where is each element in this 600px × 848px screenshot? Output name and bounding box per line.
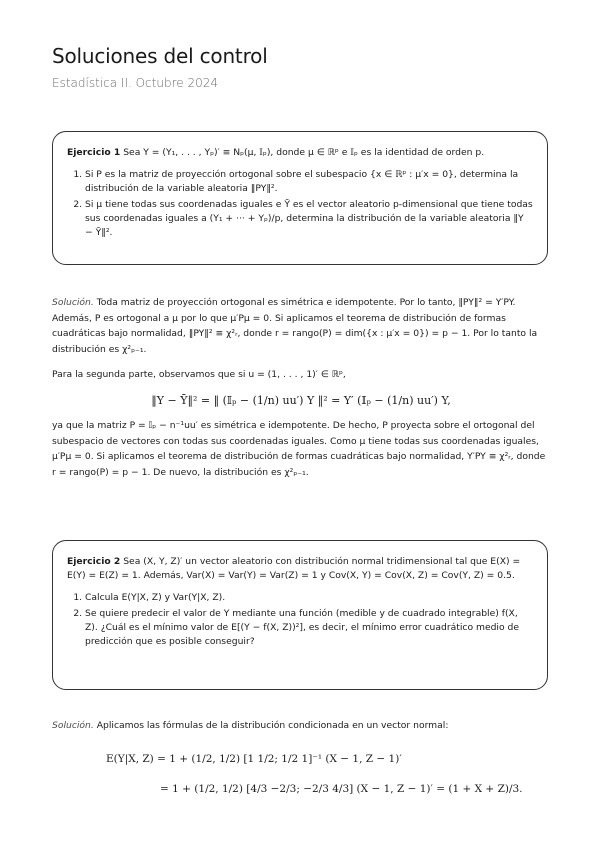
exercise-2-item: 2. Se quiere predecir el valor de Y mediante una función (medible y de cuadrado integrable) f(X, Z). ¿Cuál es el mínimo valor de E[(Y − f(X, Z))²], es decir, el mínimo error cuadrático medio de predicción que es posible conseguir? [85,607,533,649]
exercise-2-item: 1. Calcula E(Y|X, Z) y Var(Y|X, Z). [85,591,533,605]
exercise-2-items [67,591,533,649]
exercise-1-items [67,168,533,240]
exercise-1-label: Ejercicio 1 [67,147,121,158]
solution-1-paragraph-3: ya que la matriz P = 𝕀ₚ − n⁻¹uu′ es simétrica e idempotente. De hecho, P proyecta sobre el ortogonal del subespacio de vectores con todas sus coordenadas iguales. Como μ tiene todas sus coordenadas iguales, μ′Pμ = 0. Si aplicamos el teorema de distribución de formas cuadráticas bajo normalidad, Y′PY ≡ χ²ᵣ, donde r = rango(P) = p − 1. De nuevo, la distribución es χ²ₚ₋₁. [52,420,546,478]
exercise-1-item: 1. Si P es la matriz de proyección ortogonal sobre el subespacio {x ∈ ℝᵖ : μ′x = 0}, determina la distribución de la variable aleatoria ‖PY‖². [85,168,533,196]
solution-2-equation-2: = 1 + (1/2, 1/2) [4/3 −2/3; −2/3 4/3] (X − 1, Z − 1)′ = (1 + X + Z)/3. [160,782,523,795]
exercise-2-statement: Sea (X, Y, Z)′ un vector aleatorio con distribución normal tridimensional tal que E(X) = E(Y) = E(Z) = 1. Además, Var(X) = Var(Y) = Var(Z) = 1 y Cov(X, Y) = Cov(X, Z) = Cov(Y, Z) = 0.5. [67,556,521,581]
exercise-1-box [52,131,548,265]
solution-1 [52,295,550,490]
solution-2 [52,718,550,804]
page-subtitle: Estadística II. Octubre 2024 [52,76,218,90]
solution-1-equation: ‖Y − Ȳ‖² = ‖ (𝕀ₚ − (1/n) uu′) Y ‖² = Y′ (𝕀ₚ − (1/n) uu′) Y, [151,393,451,407]
solution-2-equation-1: E(Y|X, Z) = 1 + (1/2, 1/2) [1 1/2; 1/2 1]⁻¹ (X − 1, Z − 1)′ [106,752,402,765]
solution-2-paragraph-1: Aplicamos las fórmulas de la distribución condicionada en un vector normal: [96,720,449,731]
page-title: Soluciones del control [52,44,268,68]
solution-1-label: Solución. [52,297,94,308]
exercise-1-item: 2. Si μ tiene todas sus coordenadas iguales e Ȳ es el vector aleatorio p-dimensional que tiene todas sus coordenadas iguales a (Y₁ + ··· + Yₚ)/p, determina la distribución de la variable aleatoria ‖Y − Ȳ‖². [85,198,533,240]
solution-1-paragraph-2: Para la segunda parte, observamos que si u = (1, . . . , 1)′ ∈ ℝᵖ, [52,369,346,380]
solution-2-label: Solución. [52,720,94,731]
exercise-1-statement: Sea Y = (Y₁, . . . , Yₚ)′ ≡ Nₚ(μ, 𝕀ₚ), donde μ ∈ ℝᵖ e 𝕀ₚ es la identidad de orden p. [123,147,485,158]
exercise-2-label: Ejercicio 2 [67,556,121,567]
exercise-2-box [52,540,548,690]
solution-2-equations [52,744,550,804]
solution-1-paragraph-1: Toda matriz de proyección ortogonal es simétrica e idempotente. Por lo tanto, ‖PY‖² = Y′PY. Además, P es ortogonal a μ por lo que μ′Pμ = 0. Si aplicamos el teorema de distribución de formas cuadráticas bajo normalidad, ‖PY‖² ≡ χ²ᵣ, donde r = rango(P) = dim({x : μ′x = 0}) = p − 1. Por lo tanto la distribución es χ²ₚ₋₁. [52,297,538,355]
